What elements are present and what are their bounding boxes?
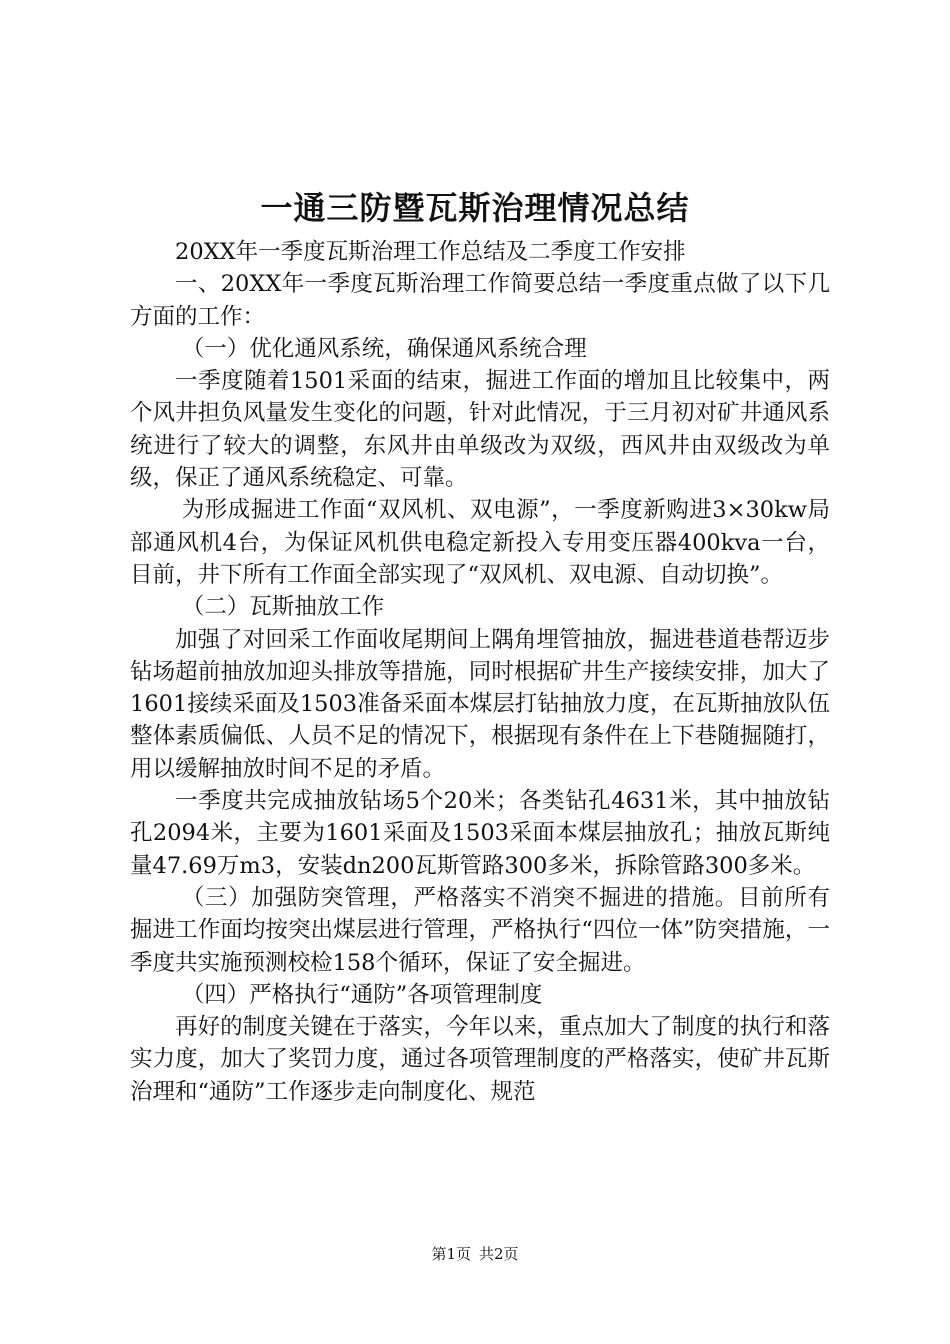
section-one-intro-paragraph: 一、20XX年一季度瓦斯治理工作简要总结一季度重点做了以下几方面的工作：: [130, 271, 830, 330]
document-body: [130, 236, 830, 1108]
document-title: 一通三防暨瓦斯治理情况总结: [260, 189, 690, 227]
body-paragraph: 一季度共完成抽放钻场5个20米；各类钻孔4631米，其中抽放钻孔2094米，主要为1601采面及1503采面本煤层抽放孔；抽放瓦斯纯量47.69万m3，安装dn200瓦斯管路300多米，拆除管路300多米。: [130, 788, 830, 879]
subtitle-paragraph: 20XX年一季度瓦斯治理工作总结及二季度工作安排: [175, 239, 686, 265]
subsection-heading-ventilation: （一）优化通风系统，确保通风系统合理: [181, 335, 587, 362]
body-paragraph: 为形成掘进工作面“双风机、双电源”，一季度新购进3×30kw局部通风机4台，为保证风机供电稳定新投入专用变压器400kva一台，目前，井下所有工作面全部实现了“双风机、双电源、自动切换”。: [130, 497, 830, 588]
body-paragraph: 再好的制度关键在于落实，今年以来，重点加大了制度的执行和落实力度，加大了奖罚力度，通过各项管理制度的严格落实，使矿井瓦斯治理和“通防”工作逐步走向制度化、规范: [130, 1014, 830, 1105]
body-paragraph: 加强了对回采工作面收尾期间上隅角埋管抽放，掘进巷道巷帮迈步钻场超前抽放加迎头排放等措施，同时根据矿井生产接续安排，加大了1601接续采面及1503准备采面本煤层打钻抽放力度，在瓦斯抽放队伍整体素质偏低、人员不足的情况下，根据现有条件在上下巷随掘随打，用以缓解抽放时间不足的矛盾。: [130, 626, 830, 782]
subsection-heading-gas-drainage: （二）瓦斯抽放工作: [181, 594, 385, 621]
subsection-heading-management-system: （四）严格执行“通防”各项管理制度: [181, 981, 543, 1008]
page-footer: [0, 1244, 950, 1264]
page-total: 共2页: [479, 1245, 519, 1263]
subsection-heading-outburst-prevention: （三）加强防突管理，严格落实不消突不掘进的措施。目前所有掘进工作面均按突出煤层进行管理，严格执行“四位一体”防突措施，一季度共实施预测校检158个循环，保证了安全掘进。: [130, 884, 830, 976]
body-paragraph: 一季度随着1501采面的结束，掘进工作面的增加且比较集中，两个风井担负风量发生变化的问题，针对此情况，于三月初对矿井通风系统进行了较大的调整，东风井由单级改为双级，西风井由双级改为单级，保正了通风系统稳定、可靠。: [130, 368, 830, 492]
page-number: 第1页: [431, 1245, 471, 1263]
